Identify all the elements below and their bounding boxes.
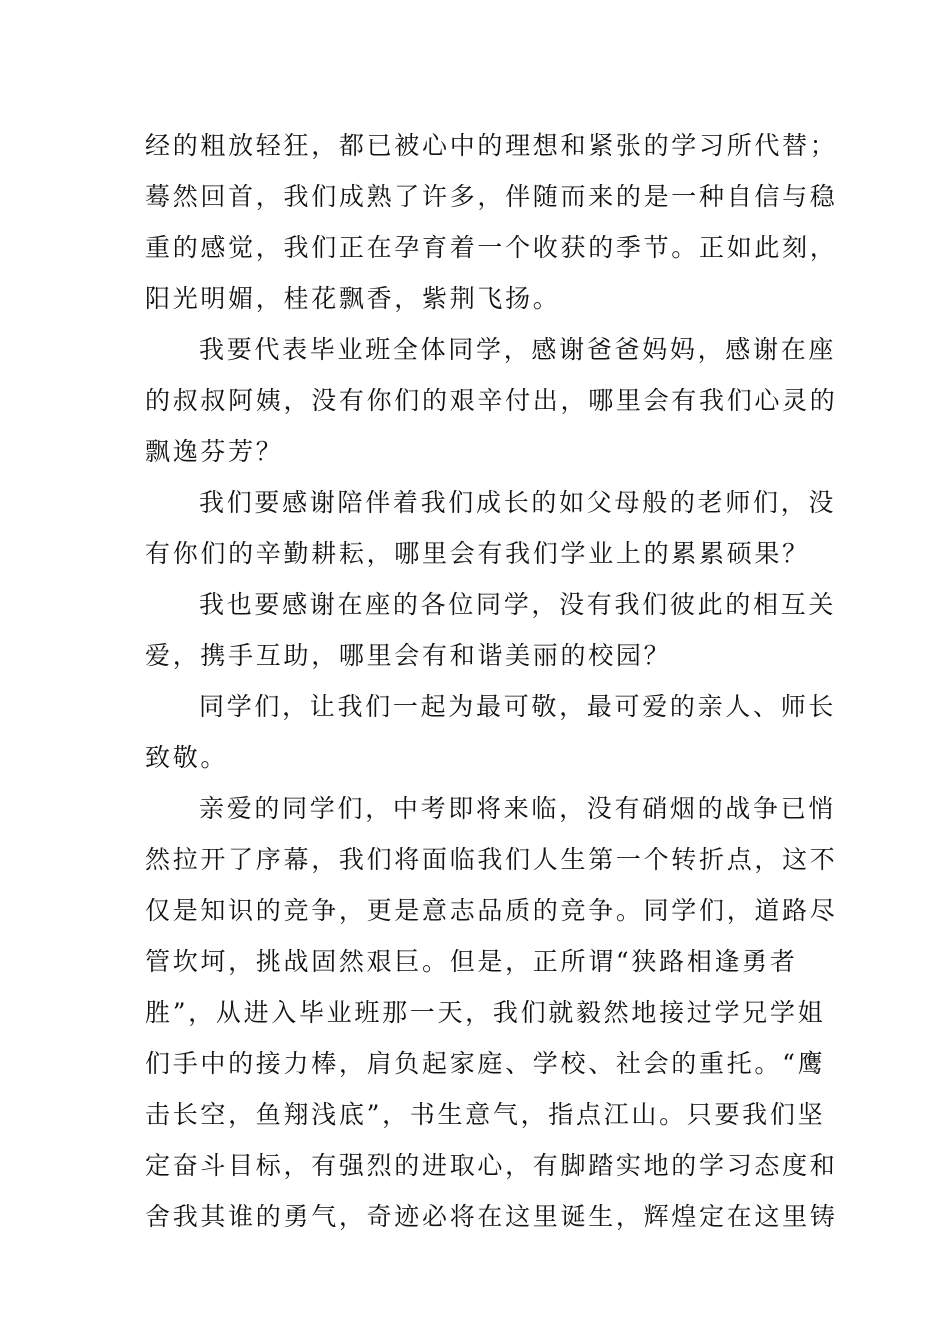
text-line: 击长空，鱼翔浅底”，书生意气，指点江山。只要我们坚 <box>145 1100 826 1129</box>
text-line: 阳光明媚，桂花飘香，紫荆飞扬。 <box>145 284 561 313</box>
text-line: 爱，携手互助，哪里会有和谐美丽的校园？ <box>145 641 672 670</box>
paragraph-start-line: 我们要感谢陪伴着我们成长的如父母般的老师们，没 <box>199 488 837 517</box>
text-line: 定奋斗目标，有强烈的进取心，有脚踏实地的学习态度和 <box>145 1151 838 1180</box>
text-line: 致敬。 <box>145 743 229 772</box>
text-line: 经的粗放轻狂，都已被心中的理想和紧张的学习所代替； <box>145 131 838 160</box>
text-line: 的叔叔阿姨，没有你们的艰辛付出，哪里会有我们心灵的 <box>145 386 838 415</box>
text-line: 舍我其谁的勇气，奇迹必将在这里诞生，辉煌定在这里铸 <box>145 1202 838 1231</box>
text-line: 然拉开了序幕，我们将面临我们人生第一个转折点，这不 <box>145 845 838 874</box>
text-line: 飘逸芬芳？ <box>145 437 284 466</box>
paragraph-start-line: 同学们，让我们一起为最可敬，最可爱的亲人、师长 <box>199 692 837 721</box>
paragraph-start-line: 我要代表毕业班全体同学，感谢爸爸妈妈，感谢在座 <box>199 335 837 364</box>
text-line: 们手中的接力棒，肩负起家庭、学校、社会的重托。“鹰 <box>145 1049 826 1078</box>
text-line: 胜”，从进入毕业班那一天，我们就毅然地接过学兄学姐 <box>145 998 826 1027</box>
document-body <box>145 120 838 1242</box>
text-line: 蓦然回首，我们成熟了许多，伴随而来的是一种自信与稳 <box>145 182 838 211</box>
paragraph-start-line: 亲爱的同学们，中考即将来临，没有硝烟的战争已悄 <box>199 794 837 823</box>
paragraph-start-line: 我也要感谢在座的各位同学，没有我们彼此的相互关 <box>199 590 837 619</box>
text-line: 重的感觉，我们正在孕育着一个收获的季节。正如此刻， <box>145 233 838 262</box>
text-line: 管坎坷，挑战固然艰巨。但是，正所谓“狭路相逢勇者 <box>145 947 798 976</box>
text-line: 仅是知识的竞争，更是意志品质的竞争。同学们，道路尽 <box>145 896 838 925</box>
text-line: 有你们的辛勤耕耘，哪里会有我们学业上的累累硕果？ <box>145 539 810 568</box>
